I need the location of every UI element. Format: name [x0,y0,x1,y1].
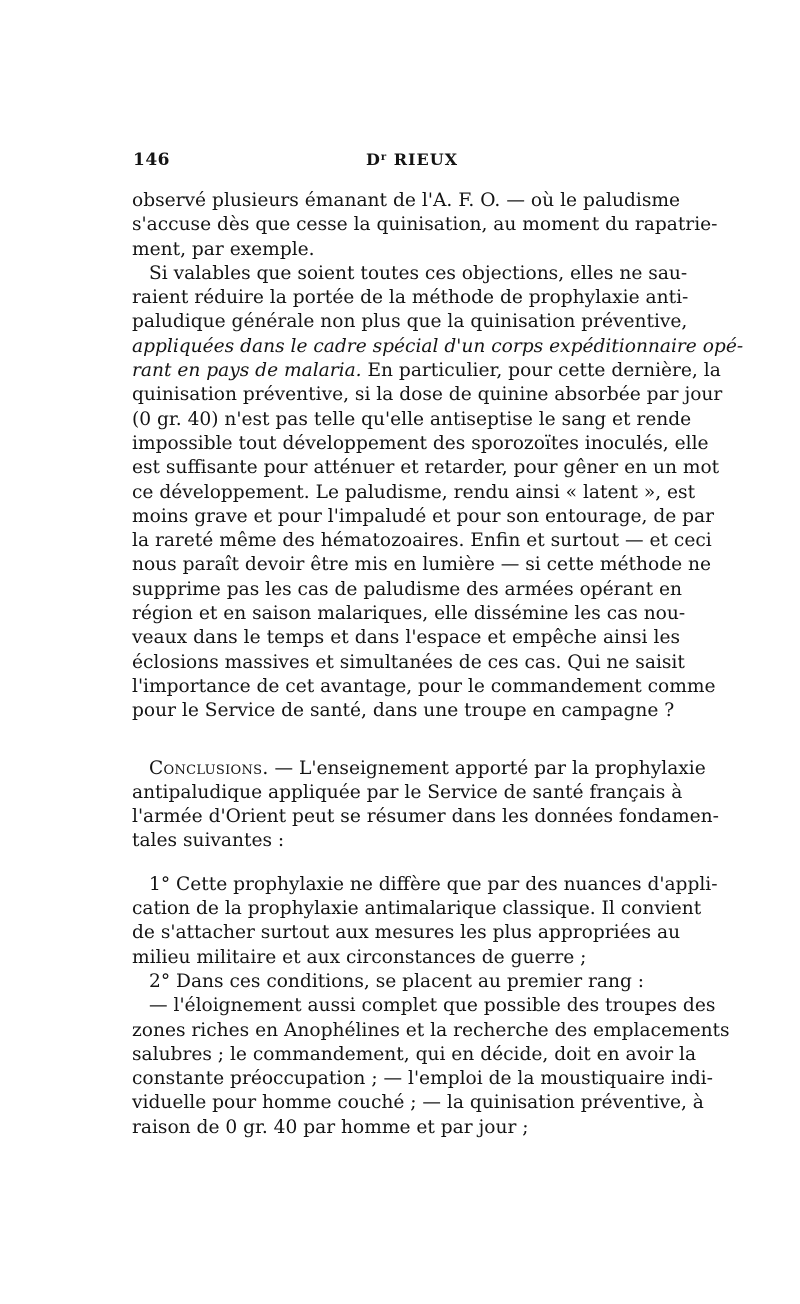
text-line: la rareté même des hématozoaires. Enfin et surtout — et ceci [132,530,712,552]
text-line: ce développement. Le paludisme, rendu ainsi « latent », est [132,481,696,503]
text-line: supprime pas les cas de paludisme des armées opérant en [132,578,682,600]
italic-text-line: appliquées dans le cadre spécial d'un corps expéditionnaire opé- [132,335,744,357]
text-line: observé plusieurs émanant de l'A. F. O. — où le paludisme [132,190,680,211]
text-line: éclosions massives et simultanées de ces cas. Qui ne saisit [132,651,685,673]
text-line-rest: — L'enseignement apporté par la prophylaxie [268,757,706,779]
text-line-rest: En particulier, pour cette dernière, la [361,360,721,382]
text-line [132,757,706,781]
text-line: nous paraît devoir être mis en lumière — si cette méthode ne [132,554,711,576]
running-head [366,150,458,169]
text-line: l'importance de cet avantage, pour le commandement comme [132,675,716,697]
author-name: RIEUX [387,150,459,169]
conclusions-heading: Conclusions. [149,757,269,779]
page-number: 146 [133,150,170,170]
paragraph-gap [132,854,680,873]
text-line: de s'attacher surtout aux mesures les plus appropriées au [132,922,681,944]
text-line: veaux dans le temps et dans l'espace et empêche ainsi les [132,627,680,649]
text-line: quinisation préventive, si la dose de quinine absorbée par jour [132,384,723,406]
text-line: (0 gr. 40) n'est pas telle qu'elle antiseptise le sang et rende [132,408,692,430]
italic-phrase: rant en pays de malaria. [132,360,362,382]
text-line: raison de 0 gr. 40 par homme et par jour ; [132,1116,529,1138]
text-line: 2° Dans ces conditions, se placent au premier rang : [149,970,645,992]
text-line: 1° Cette prophylaxie ne diffère que par des nuances d'appli- [149,873,718,895]
author-prefix: D [366,150,381,169]
text-line: moins grave et pour l'impaludé et pour son entourage, de par [132,505,715,527]
text-line [132,359,721,383]
author-title-sup: r [380,152,388,163]
text-line: salubres ; le commandement, qui en décide, doit en avoir la [132,1043,697,1065]
text-line: paludique générale non plus que la quinisation préventive, [132,311,688,333]
text-line: l'armée d'Orient peut se résumer dans les données fondamen- [132,806,719,828]
text-line: est suffisante pour atténuer et retarder, pour gêner en un mot [132,457,720,479]
section-gap [132,724,680,757]
text-line: tales suivantes : [132,830,285,852]
text-line: — l'éloignement aussi complet que possible des troupes des [149,995,716,1017]
text-line: constante préoccupation ; — l'emploi de la moustiquaire indi- [132,1068,713,1090]
text-line: antipaludique appliquée par le Service de santé français à [132,781,683,803]
text-line: Si valables que soient toutes ces objections, elles ne sau- [149,262,688,284]
text-line: région et en saison malariques, elle dissémine les cas nou- [132,603,686,625]
text-line: s'accuse dès que cesse la quinisation, au moment du rapatrie- [132,214,718,236]
text-line: pour le Service de santé, dans une troupe en campagne ? [132,700,675,722]
text-line: zones riches en Anophélines et la recherche des emplacements [132,1019,730,1041]
text-line: ment, par exemple. [132,238,315,260]
body-text [132,189,744,1140]
text-line: raient réduire la portée de la méthode de prophylaxie anti- [132,287,689,309]
page-header [130,150,680,180]
text-line: viduelle pour homme couché ; — la quinisation préventive, à [132,1092,704,1114]
text-line: milieu militaire et aux circonstances de guerre ; [132,946,587,968]
text-line: cation de la prophylaxie antimalarique classique. Il convient [132,898,702,920]
text-line: impossible tout développement des sporozoïtes inoculés, elle [132,432,709,454]
